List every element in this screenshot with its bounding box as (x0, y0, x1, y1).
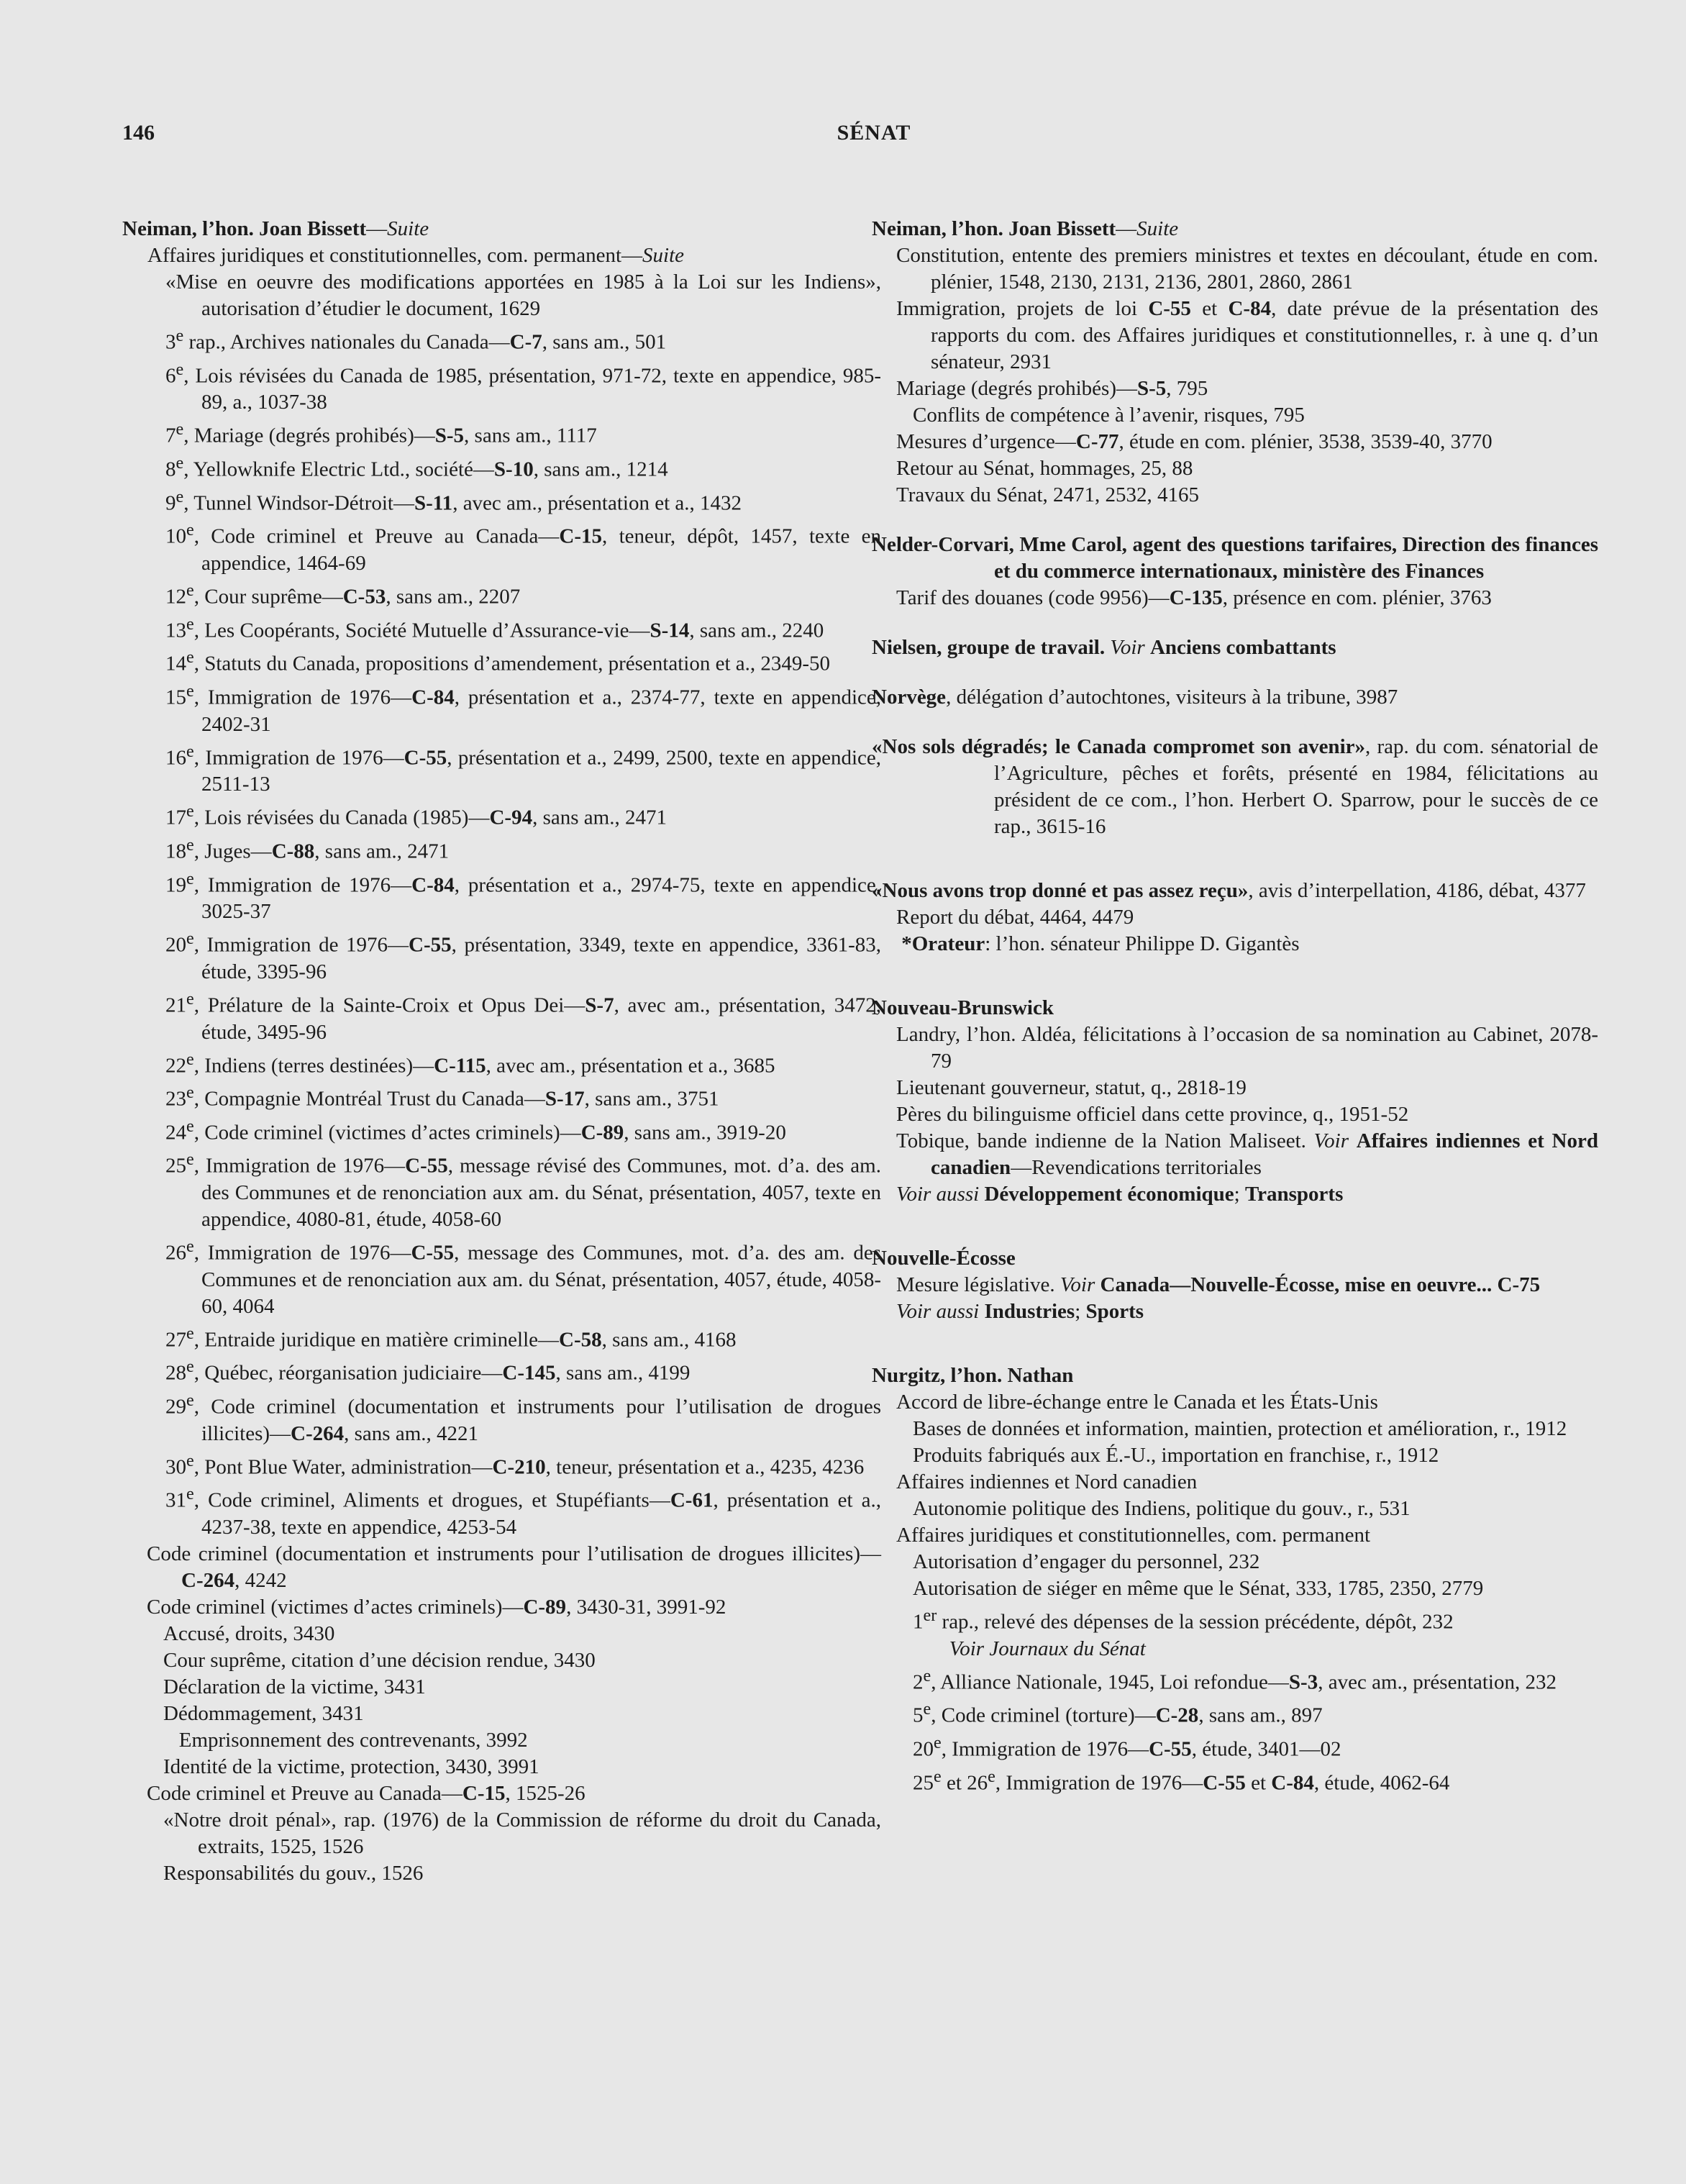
index-entry: 31e, Code criminel, Aliments et drogues, et Stupéfiants—C-61, présentation et a., 4237-38, texte en appendice, 4253-54 (165, 1484, 881, 1539)
index-entry: 17e, Lois révisées du Canada (1985)—C-94, sans am., 2471 (165, 801, 667, 829)
index-entry: Autorisation de siéger en même que le Sénat, 333, 1785, 2350, 2779 (913, 1577, 1484, 1600)
index-entry: 18e, Juges—C-88, sans am., 2471 (165, 834, 450, 863)
index-entry: Voir Journaux du Sénat (949, 1637, 1146, 1660)
index-entry: Déclaration de la victime, 3431 (163, 1675, 426, 1699)
index-column-right (872, 216, 1598, 1796)
index-entry: 10e, Code criminel et Preuve au Canada—C-15, teneur, dépôt, 1457, texte en appendice, 1464-69 (165, 520, 881, 575)
index-entry: Responsabilités du gouv., 1526 (163, 1862, 424, 1885)
index-entry: 8e, Yellowknife Electric Ltd., société—S-10, sans am., 1214 (165, 452, 668, 481)
index-entry: Affaires juridiques et constitutionnelles, com. permanent—Suite (147, 244, 685, 267)
index-entry: 20e, Immigration de 1976—C-55, étude, 3401—02 (913, 1732, 1341, 1761)
index-entry: 15e, Immigration de 1976—C-84, présentation et a., 2374-77, texte en appendice, 2402-31 (165, 681, 881, 736)
index-entry: Cour suprême, citation d’une décision rendue, 3430 (163, 1649, 596, 1673)
index-entry: Nelder-Corvari, Mme Carol, agent des questions tarifaires, Direction des finances et du commerce internationaux, ministère des Finances (872, 533, 1598, 583)
index-entry: 19e, Immigration de 1976—C-84, présentation et a., 2974-75, texte en appendice, 3025-37 (165, 868, 881, 924)
index-entry: Affaires indiennes et Nord canadien (896, 1470, 1198, 1493)
index-entry: 28e, Québec, réorganisation judiciaire—C-145, sans am., 4199 (165, 1357, 691, 1386)
index-entry: Affaires juridiques et constitutionnelles, com. permanent (896, 1524, 1371, 1547)
index-entry: 9e, Tunnel Windsor-Détroit—S-11, avec am., présentation et a., 1432 (165, 486, 742, 515)
index-entry: Voir aussi Industries; Sports (896, 1300, 1144, 1323)
index-entry: Travaux du Sénat, 2471, 2532, 4165 (896, 483, 1200, 506)
page-number: 146 (122, 121, 155, 145)
index-entry: Autorisation d’engager du personnel, 232 (913, 1550, 1260, 1573)
index-entry: Tobique, bande indienne de la Nation Maliseet. Voir Affaires indiennes et Nord canadien—Revendications territoriales (896, 1129, 1599, 1179)
index-entry: Nielsen, groupe de travail. Voir Anciens combattants (872, 636, 1336, 659)
index-entry: 21e, Prélature de la Sainte-Croix et Opus Dei—S-7, avec am., présentation, 3472, étude, 3495-96 (165, 988, 882, 1044)
index-entry: Landry, l’hon. Aldéa, félicitations à l’occasion de sa nomination au Cabinet, 2078-79 (896, 1023, 1598, 1073)
index-entry: «Nos sols dégradés; le Canada compromet son avenir», rap. du com. sénatorial de l’Agriculture, pêches et forêts, présenté en 1984, félicitations au président de ce com., l’hon. Herbert O. Sparrow, pour le succès de ce rap., 3615-16 (872, 735, 1598, 838)
index-entry: 29e, Code criminel (documentation et instruments pour l’utilisation de drogues illicites)—C-264, sans am., 4221 (165, 1391, 881, 1445)
index-entry: Constitution, entente des premiers ministres et textes en découlant, étude en com. plénier, 1548, 2130, 2131, 2136, 2801, 2860, 2861 (896, 244, 1598, 294)
index-entry: 5e, Code criminel (torture)—C-28, sans am., 897 (913, 1699, 1323, 1727)
index-entry: 3e rap., Archives nationales du Canada—C-7, sans am., 501 (165, 326, 667, 354)
index-entry: 25e et 26e, Immigration de 1976—C-55 et C-84, étude, 4062-64 (913, 1766, 1450, 1795)
index-entry: 12e, Cour suprême—C-53, sans am., 2207 (165, 580, 521, 609)
index-entry: Nurgitz, l’hon. Nathan (872, 1364, 1074, 1387)
index-entry: Bases de données et information, maintien, protection et amélioration, r., 1912 (913, 1417, 1567, 1440)
index-entry: Accord de libre-échange entre le Canada et les États-Unis (896, 1391, 1378, 1414)
index-entry: Code criminel (documentation et instruments pour l’utilisation de drogues illicites)—C-264, 4242 (147, 1542, 881, 1593)
index-entry: 24e, Code criminel (victimes d’actes criminels)—C-89, sans am., 3919-20 (165, 1116, 786, 1145)
index-entry: 2e, Alliance Nationale, 1945, Loi refondue—S-3, avec am., présentation, 232 (913, 1665, 1557, 1694)
index-entry: Lieutenant gouverneur, statut, q., 2818-19 (896, 1076, 1247, 1099)
index-entry: Mariage (degrés prohibés)—S-5, 795 (896, 377, 1208, 400)
index-entry: Report du débat, 4464, 4479 (896, 906, 1134, 929)
index-entry: 16e, Immigration de 1976—C-55, présentation et a., 2499, 2500, texte en appendice, 2511-13 (165, 741, 881, 796)
index-entry: Nouvelle-Écosse (872, 1247, 1016, 1270)
index-entry: 22e, Indiens (terres destinées)—C-115, avec am., présentation et a., 3685 (165, 1049, 775, 1078)
index-entry: 27e, Entraide juridique en matière criminelle—C-58, sans am., 4168 (165, 1323, 737, 1352)
index-entry: «Notre droit pénal», rap. (1976) de la Commission de réforme du droit du Canada, extraits, 1525, 1526 (163, 1808, 881, 1859)
index-entry: Norvège, délégation d’autochtones, visiteurs à la tribune, 3987 (872, 686, 1398, 709)
index-entry: Code criminel et Preuve au Canada—C-15, 1525-26 (147, 1782, 585, 1806)
index-entry: *Orateur: l’hon. sénateur Philippe D. Gigantès (901, 932, 1300, 955)
index-entry: 26e, Immigration de 1976—C-55, message des Communes, mot. d’a. des am. des Communes et de renonciation aux am. du Sénat, présentation, 4057, étude, 4058-60, 4064 (165, 1237, 881, 1318)
index-column-left (122, 216, 881, 1887)
index-entry: Retour au Sénat, hommages, 25, 88 (896, 457, 1193, 480)
index-entry: 30e, Pont Blue Water, administration—C-210, teneur, présentation et a., 4235, 4236 (165, 1450, 865, 1479)
page-title: SÉNAT (837, 121, 911, 145)
index-entry: 13e, Les Coopérants, Société Mutuelle d’Assurance-vie—S-14, sans am., 2240 (165, 614, 824, 642)
index-entry: Produits fabriqués aux É.-U., importation en franchise, r., 1912 (913, 1444, 1439, 1467)
index-entry: Neiman, l’hon. Joan Bissett—Suite (872, 217, 1179, 240)
index-entry: 6e, Lois révisées du Canada de 1985, présentation, 971-72, texte en appendice, 985-89, a., 1037-38 (165, 359, 881, 414)
index-entry: Mesures d’urgence—C-77, étude en com. plénier, 3538, 3539-40, 3770 (896, 430, 1493, 453)
index-entry: Autonomie politique des Indiens, politique du gouv., r., 531 (913, 1497, 1411, 1520)
index-entry: 25e, Immigration de 1976—C-55, message révisé des Communes, mot. d’a. des am. des Communes et de renonciation aux am. du Sénat, présentation, 4057, texte en appendice, 4080-81, étude, 4058-60 (165, 1150, 881, 1232)
index-entry: Mesure législative. Voir Canada—Nouvelle-Écosse, mise en oeuvre... C-75 (896, 1273, 1541, 1296)
index-entry: Accusé, droits, 3430 (163, 1622, 335, 1646)
index-entry: 14e, Statuts du Canada, propositions d’amendement, présentation et a., 2349-50 (165, 647, 831, 675)
index-entry: 7e, Mariage (degrés prohibés)—S-5, sans am., 1117 (165, 419, 597, 447)
index-entry: Code criminel (victimes d’actes criminels)—C-89, 3430-31, 3991-92 (147, 1596, 726, 1619)
index-entry: Neiman, l’hon. Joan Bissett—Suite (122, 217, 429, 240)
index-entry: Dédommagement, 3431 (163, 1702, 364, 1726)
index-entry: Identité de la victime, protection, 3430, 3991 (163, 1755, 539, 1779)
index-entry: Voir aussi Développement économique; Transports (896, 1183, 1344, 1206)
index-entry: Pères du bilinguisme officiel dans cette province, q., 1951-52 (896, 1103, 1409, 1126)
index-entry: 20e, Immigration de 1976—C-55, présentation, 3349, texte en appendice, 3361-83, étude, 3395-96 (165, 929, 881, 983)
index-entry: «Nous avons trop donné et pas assez reçu», avis d’interpellation, 4186, débat, 4377 (872, 879, 1586, 902)
index-entry: Immigration, projets de loi C-55 et C-84, date prévue de la présentation des rapports du com. des Affaires juridiques et constitutionnelles, r. à une q. d’un sénateur, 2931 (896, 297, 1598, 373)
index-entry: Nouveau-Brunswick (872, 996, 1054, 1019)
index-entry: 1er rap., relevé des dépenses de la session précédente, dépôt, 232 (913, 1606, 1454, 1634)
index-entry: 23e, Compagnie Montréal Trust du Canada—S-17, sans am., 3751 (165, 1083, 719, 1111)
index-entry: Conflits de compétence à l’avenir, risques, 795 (913, 404, 1305, 427)
index-entry: Tarif des douanes (code 9956)—C-135, présence en com. plénier, 3763 (896, 586, 1492, 609)
index-entry: «Mise en oeuvre des modifications apportées en 1985 à la Loi sur les Indiens», autorisation d’étudier le document, 1629 (165, 270, 881, 320)
index-entry: Emprisonnement des contrevenants, 3992 (163, 1729, 528, 1752)
